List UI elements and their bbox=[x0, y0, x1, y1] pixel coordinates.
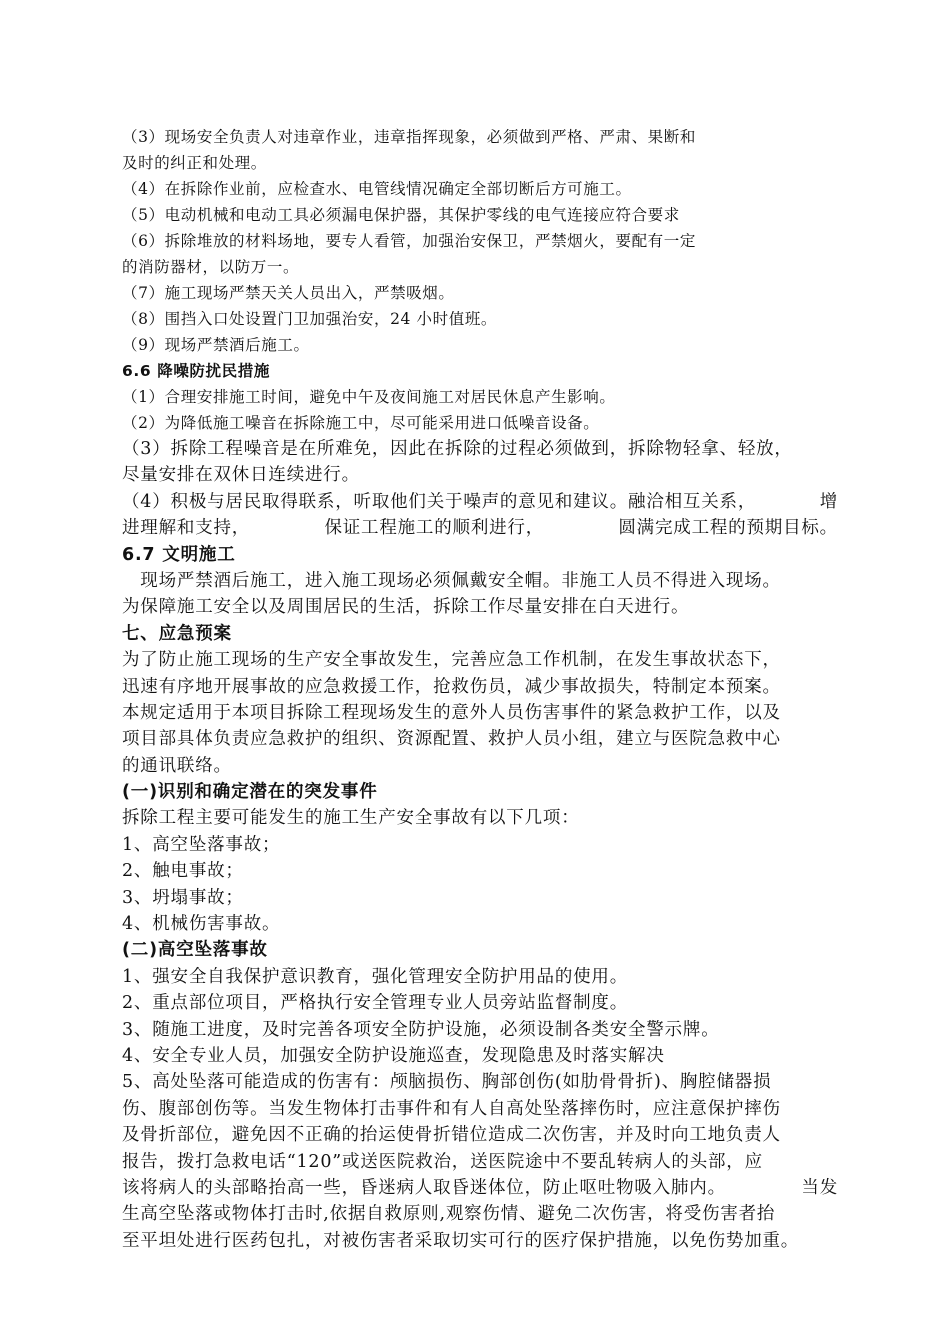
text-line: 的通讯联络。 bbox=[122, 755, 232, 776]
text-line: 拆除工程主要可能发生的施工生产安全事故有以下几项： bbox=[122, 808, 580, 829]
text-segment: 当发 bbox=[801, 1177, 838, 1198]
text-line: （3）现场安全负责人对违章作业，违章指挥现象，必须做到严格、严肃、果断和 bbox=[122, 128, 696, 146]
text-line: （4）在拆除作业前，应检查水、电管线情况确定全部切断后方可施工。 bbox=[122, 180, 632, 198]
text-segment: 保证工程施工的顺利进行， bbox=[324, 518, 545, 539]
text-line: （2）为降低施工噪音在拆除施工中，尽可能采用进口低噪音设备。 bbox=[122, 414, 600, 432]
document-body bbox=[122, 124, 838, 1254]
list-item: 1、强安全自我保护意识教育，强化管理安全防护用品的使用。 bbox=[122, 966, 629, 987]
text-line: （5）电动机械和电动工具必须漏电保护器，其保护零线的电气连接应符合要求 bbox=[122, 206, 680, 224]
text-line: 项目部具体负责应急救护的组织、资源配置、救护人员小组，建立与医院急救中心 bbox=[122, 729, 781, 750]
text-line: （7）施工现场严禁天关人员出入，严禁吸烟。 bbox=[122, 284, 455, 302]
text-line: 为保障施工安全以及周围居民的生活，拆除工作尽量安排在白天进行。 bbox=[122, 597, 690, 618]
text-line: 报告，拨打急救电话“120”或送医院救治，送医院途中不要乱转病人的头部，应 bbox=[122, 1151, 763, 1172]
text-line: 的消防器材，以防万一。 bbox=[122, 258, 300, 276]
text-segment: 该将病人的头部略抬高一些，昏迷病人取昏迷体位，防止呕吐物吸入肺内。 bbox=[122, 1177, 726, 1198]
text-line: 生高空坠落或物体打击时,依据自救原则,观察伤情、避免二次伤害，将受伤害者抬 bbox=[122, 1204, 776, 1225]
text-line: （6）拆除堆放的材料场地，要专人看管，加强治安保卫，严禁烟火，要配有一定 bbox=[122, 232, 696, 250]
text-line: （8）围挡入口处设置门卫加强治安，24 小时值班。 bbox=[122, 310, 498, 328]
text-line: 及骨折部位，避免因不正确的抬运使骨折错位造成二次伤害，并及时向工地负责人 bbox=[122, 1125, 781, 1146]
text-line: 本规定适用于本项目拆除工程现场发生的意外人员伤害事件的紧急救护工作，以及 bbox=[122, 702, 781, 723]
text-line: 伤、腹部创伤等。当发生物体打击事件和有人自高处坠落摔伤时，应注意保护摔伤 bbox=[122, 1098, 781, 1119]
section-heading: 6.6 降噪防扰民措施 bbox=[122, 362, 270, 380]
text-line: 现场严禁酒后施工，进入施工现场必须佩戴安全帽。非施工人员不得进入现场。 bbox=[122, 570, 781, 591]
text-line bbox=[122, 489, 838, 515]
list-item: 2、重点部位项目，严格执行安全管理专业人员旁站监督制度。 bbox=[122, 993, 629, 1014]
text-line bbox=[122, 515, 838, 541]
text-segment: 圆满完成工程的预期目标。 bbox=[618, 518, 838, 539]
text-segment: （4）积极与居民取得联系，听取他们关于噪声的意见和建议。融洽相互关系， bbox=[122, 491, 757, 512]
text-segment: 增 bbox=[819, 491, 838, 512]
text-line: 为了防止施工现场的生产安全事故发生，完善应急工作机制，在发生事故状态下， bbox=[122, 650, 781, 671]
section-heading: 七、应急预案 bbox=[122, 623, 232, 644]
section-heading: (二)高空坠落事故 bbox=[122, 940, 268, 961]
text-line: 至平坦处进行医药包扎，对被伤害者采取切实可行的医疗保护措施，以免伤势加重。 bbox=[122, 1230, 800, 1251]
text-line: （1）合理安排施工时间，避免中午及夜间施工对居民休息产生影响。 bbox=[122, 388, 616, 406]
list-item: 1、高空坠落事故； bbox=[122, 834, 281, 855]
text-line bbox=[122, 1175, 838, 1201]
list-item: 5、高处坠落可能造成的伤害有：颅脑损伤、胸部创伤(如肋骨骨折)、胸腔储器损 bbox=[122, 1072, 772, 1093]
text-segment: 进理解和支持， bbox=[122, 518, 251, 539]
section-heading: 6.7 文明施工 bbox=[122, 544, 236, 565]
list-item: 3、随施工进度，及时完善各项安全防护设施，必须设制各类安全警示牌。 bbox=[122, 1019, 720, 1040]
text-line: 及时的纠正和处理。 bbox=[122, 154, 267, 172]
list-item: 3、坍塌事故； bbox=[122, 887, 244, 908]
text-line: 尽量安排在双休日连续进行。 bbox=[122, 465, 360, 486]
list-item: 2、触电事故； bbox=[122, 861, 244, 882]
list-item: 4、安全专业人员，加强安全防护设施巡查，发现隐患及时落实解决 bbox=[122, 1045, 665, 1066]
text-line: 迅速有序地开展事故的应急救援工作，抢救伤员，减少事故损失，特制定本预案。 bbox=[122, 676, 781, 697]
list-item: 4、机械伤害事故。 bbox=[122, 914, 281, 935]
text-line: （3）拆除工程噪音是在所难免，因此在拆除的过程必须做到，拆除物轻拿、轻放， bbox=[122, 439, 793, 459]
section-heading: (一)识别和确定潜在的突发事件 bbox=[122, 782, 378, 803]
text-line: （9）现场严禁酒后施工。 bbox=[122, 336, 310, 354]
